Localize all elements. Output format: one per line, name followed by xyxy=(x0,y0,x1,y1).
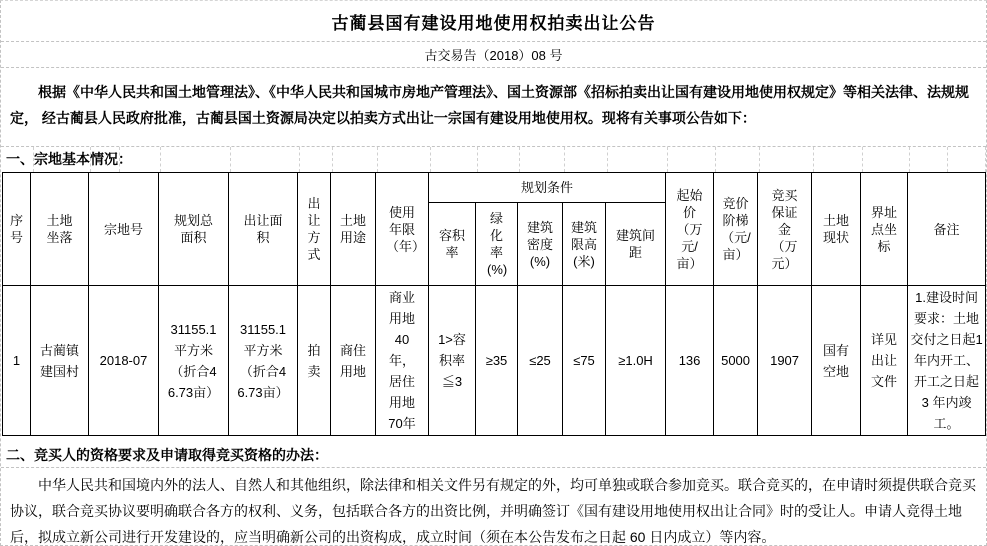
gridline xyxy=(230,147,231,172)
th-parcel-no: 宗地号 xyxy=(89,173,159,286)
cell-boundary-coords: 详见出让文件 xyxy=(861,286,908,436)
gridline xyxy=(332,147,333,172)
th-use-years: 使用年限（年） xyxy=(376,173,429,286)
gridline xyxy=(909,147,910,172)
cell-building-spacing: ≥1.0H xyxy=(606,286,666,436)
th-starting-price: 起始价（万元/亩） xyxy=(666,173,714,286)
cell-plot-ratio: 1>容积率≦3 xyxy=(429,286,476,436)
cell-location: 古蔺镇建国村 xyxy=(31,286,89,436)
gridline xyxy=(377,147,378,172)
th-planned-area: 规划总面积 xyxy=(159,173,229,286)
page-title: 古蔺县国有建设用地使用权拍卖出让公告 xyxy=(1,1,986,42)
th-boundary-coords: 界址点坐标 xyxy=(861,173,908,286)
gridline xyxy=(667,147,668,172)
cell-remarks: 1.建设时间要求：土地交付之日起1年内开工、开工之日起 3 年内竣工。 xyxy=(908,286,986,436)
cell-land-status: 国有空地 xyxy=(812,286,861,436)
section1-heading-text: 一、宗地基本情况： xyxy=(6,151,132,167)
gridline xyxy=(477,147,478,172)
cell-bid-increment: 5000 xyxy=(714,286,758,436)
gridline xyxy=(564,147,565,172)
th-deposit: 竞买保证金（万元） xyxy=(758,173,812,286)
intro-paragraph: 根据《中华人民共和国土地管理法》、《中华人民共和国城市房地产管理法》、国土资源部《招标拍卖出让国有建设用地使用权规定》等相关法律、法规规定， 经古蔺县人民政府批准，古蔺县国土资源局决定以拍卖方式出让一宗国有建设用地使用权。现将有关事项公告如下： xyxy=(1,68,986,147)
th-plot-ratio: 容积率 xyxy=(429,203,476,286)
cell-transfer-area: 31155.1平方米（折合46.73亩） xyxy=(229,286,298,436)
gridline xyxy=(430,147,431,172)
th-bid-increment: 竞价阶梯（元/亩） xyxy=(714,173,758,286)
th-location: 土地坐落 xyxy=(31,173,89,286)
cell-building-density: ≤25 xyxy=(518,286,563,436)
th-transfer-method: 出让方式 xyxy=(298,173,331,286)
th-land-use: 土地用途 xyxy=(331,173,376,286)
cell-use-years: 商业用地40年，居住用地70年 xyxy=(376,286,429,436)
th-height-limit: 建筑限高(米) xyxy=(563,203,606,286)
section2-heading: 二、竞买人的资格要求及申请取得竞买资格的办法： xyxy=(1,444,986,468)
spacer xyxy=(1,436,986,444)
th-green-rate: 绿化率(%) xyxy=(476,203,518,286)
gridline xyxy=(947,147,948,172)
gridline xyxy=(715,147,716,172)
section1-heading xyxy=(1,147,986,172)
gridline xyxy=(813,147,814,172)
cell-deposit: 1907 xyxy=(758,286,812,436)
th-land-status: 土地现状 xyxy=(812,173,861,286)
parcel-table xyxy=(2,172,986,436)
section2-paragraph: 中华人民共和国境内外的法人、自然人和其他组织，除法律和相关文件另有规定的外，均可单独或联合参加竞买。联合竞买的，在申请时须提供联合竞买协议，联合竞买协议要明确联合各方的权利、义务，包括联合各方的出资比例，并明确签订《国有建设用地使用权出让合同》时的受让人。申请人竞得土地后，拟成立新公司进行开发建设的，应当明确新公司的出资构成，成立时间（须在本公告发布之日起 60 日内成立）等内容。 xyxy=(10,477,976,545)
th-remarks: 备注 xyxy=(908,173,986,286)
cell-index: 1 xyxy=(3,286,31,436)
document-number: 古交易告（2018）08 号 xyxy=(1,42,986,68)
th-planning-conditions-group: 规划条件 xyxy=(429,173,666,203)
th-building-spacing: 建筑间距 xyxy=(606,203,666,286)
gridline xyxy=(759,147,760,172)
gridline xyxy=(299,147,300,172)
th-building-density: 建筑密度(%) xyxy=(518,203,563,286)
table-row xyxy=(3,286,986,436)
cell-green-rate: ≥35 xyxy=(476,286,518,436)
gridline xyxy=(519,147,520,172)
gridline xyxy=(985,147,986,172)
gridline xyxy=(160,147,161,172)
gridline xyxy=(607,147,608,172)
cell-starting-price: 136 xyxy=(666,286,714,436)
th-index: 序号 xyxy=(3,173,31,286)
cell-transfer-method: 拍卖 xyxy=(298,286,331,436)
gridline xyxy=(862,147,863,172)
th-transfer-area: 出让面积 xyxy=(229,173,298,286)
cell-land-use: 商住用地 xyxy=(331,286,376,436)
cell-height-limit: ≤75 xyxy=(563,286,606,436)
cell-parcel-no: 2018-07 xyxy=(89,286,159,436)
cell-planned-area: 31155.1平方米（折合46.73亩） xyxy=(159,286,229,436)
